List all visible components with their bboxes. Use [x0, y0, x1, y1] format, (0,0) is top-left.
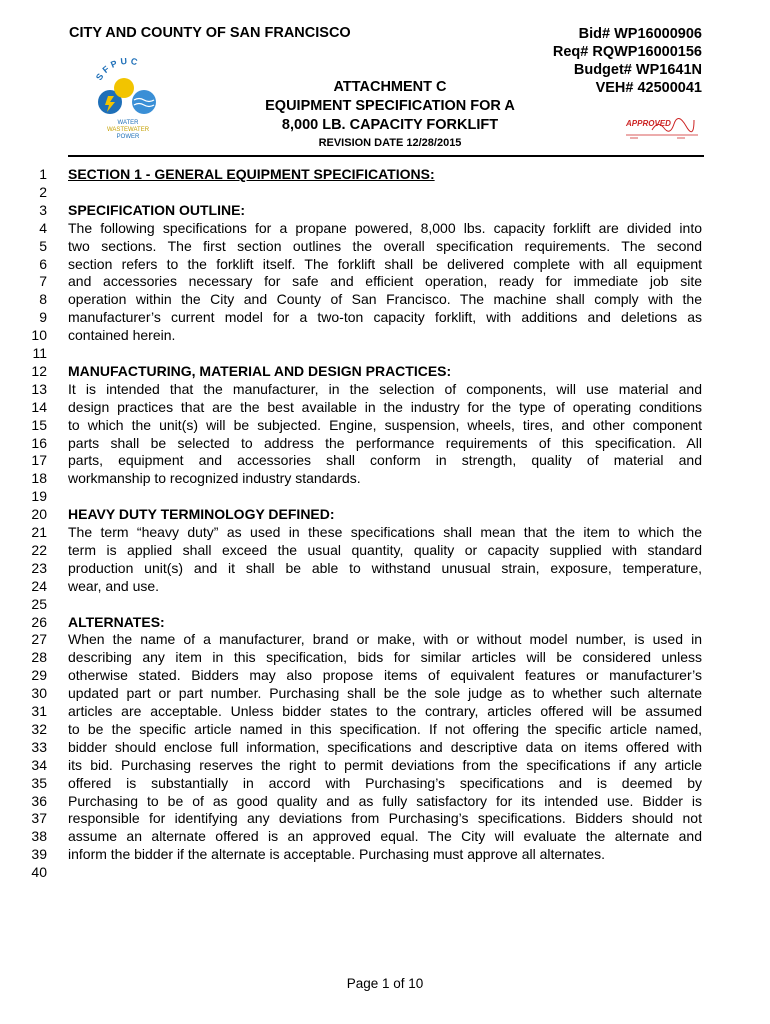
line-number: 8 — [39, 291, 47, 308]
line-text: to which the unit(s) will be subjected. Engine, suspension, wheels, tires, and other component — [68, 416, 702, 433]
body-line — [0, 183, 770, 201]
body-line — [0, 255, 770, 273]
line-text: bidder should enclose full information, specifications and descriptive data on items offered with — [68, 738, 702, 755]
body-line — [0, 272, 770, 290]
line-text: two sections. The first section outlines the overall specification requirements. The second — [68, 237, 702, 254]
line-text: offered is substantially in accord with Purchasing’s specifications and is deemed by — [68, 774, 702, 791]
veh-number: VEH# 42500041 — [595, 80, 702, 96]
line-text: its bid. Purchasing reserves the right to permit deviations from the specifications if any article — [68, 756, 702, 773]
line-number: 14 — [31, 398, 47, 415]
body-line — [0, 523, 770, 541]
line-number: 37 — [31, 810, 47, 827]
line-number: 13 — [31, 380, 47, 397]
body-line — [0, 648, 770, 666]
title-line-1: ATTACHMENT C — [333, 79, 447, 95]
line-text: When the name of a manufacturer, brand or make, with or without model number, is used in — [68, 631, 702, 648]
revision-date: REVISION DATE 12/28/2015 — [318, 137, 462, 149]
line-text: describing any item in this specification, bids for similar articles will be considered unless — [68, 649, 702, 666]
line-number: 18 — [31, 470, 47, 487]
line-number: 19 — [31, 488, 47, 505]
body-line — [0, 165, 770, 183]
line-number: 40 — [31, 864, 47, 881]
req-number: Req# RQWP16000156 — [552, 44, 702, 60]
body-line — [0, 201, 770, 219]
line-number: 30 — [31, 685, 47, 702]
line-number: 10 — [31, 327, 47, 344]
svg-text:SFPUC — [94, 58, 141, 82]
line-text: term is applied shall exceed the usual quantity, quality or capacity supplied with standard — [68, 541, 702, 558]
line-number: 11 — [32, 345, 47, 361]
line-number: 20 — [31, 506, 47, 523]
section-heading: HEAVY DUTY TERMINOLOGY DEFINED: — [68, 506, 335, 523]
line-number: 28 — [31, 649, 47, 666]
line-text: The term “heavy duty” as used in these specifications shall mean that the item to which the — [68, 524, 702, 540]
body-line — [0, 219, 770, 237]
body-line — [0, 845, 770, 863]
line-text: and accessories necessary for safe and efficient operation, ready for immediate job site — [68, 273, 702, 290]
line-text: section refers to the forklift itself. The forklift shall be delivered complete with all equipment — [68, 255, 702, 272]
sfpuc-logo — [86, 58, 170, 142]
body-line — [0, 666, 770, 684]
line-number: 38 — [31, 828, 47, 845]
body-line — [0, 380, 770, 398]
line-number: 17 — [31, 452, 47, 469]
section-heading: ALTERNATES: — [68, 613, 165, 630]
line-number: 34 — [31, 756, 47, 773]
stamp-text: APPROVED — [626, 119, 671, 128]
body-line — [0, 613, 770, 631]
logo-label-water: WATER — [117, 120, 139, 126]
title-line-2: EQUIPMENT SPECIFICATION FOR A — [265, 98, 515, 114]
body-line — [0, 809, 770, 827]
body-line — [0, 792, 770, 810]
body-line — [0, 326, 770, 344]
body-line — [0, 290, 770, 308]
body-line — [0, 756, 770, 774]
header-rule — [68, 155, 704, 157]
body-line — [0, 308, 770, 326]
line-number: 36 — [31, 792, 47, 809]
line-number: 16 — [31, 434, 47, 451]
line-text: production unit(s) and it shall be able to withstand unusual strain, exposure, temperature, — [68, 559, 702, 576]
line-number: 21 — [31, 524, 47, 540]
body-line — [0, 469, 770, 487]
body-line — [0, 398, 770, 416]
body-line — [0, 237, 770, 255]
line-number: 9 — [39, 309, 47, 326]
line-number: 29 — [31, 667, 47, 684]
body-line — [0, 702, 770, 720]
line-number: 27 — [31, 631, 47, 648]
line-number: 35 — [31, 774, 47, 791]
line-text: articles are acceptable. Unless bidder states to the contrary, articles offered will be assumed — [68, 703, 702, 719]
line-number: 39 — [31, 846, 47, 863]
line-number: 32 — [31, 720, 47, 737]
document-title — [240, 78, 540, 151]
section-heading: MANUFACTURING, MATERIAL AND DESIGN PRACTICES: — [68, 362, 452, 379]
line-text: design practices that are the best available in the industry for the type of operating conditions — [68, 398, 702, 415]
body-line — [0, 863, 770, 881]
budget-number: Budget# WP1641N — [573, 62, 702, 78]
title-line-3: 8,000 LB. CAPACITY FORKLIFT — [281, 117, 499, 133]
line-number: 5 — [39, 237, 47, 254]
line-number: 3 — [39, 201, 47, 218]
body-line — [0, 434, 770, 452]
line-number: 4 — [39, 219, 47, 236]
body-line — [0, 630, 770, 648]
section-heading: SPECIFICATION OUTLINE: — [68, 201, 246, 218]
line-text: wear, and use. — [68, 577, 160, 594]
line-number: 26 — [31, 613, 47, 630]
line-text: to be the specific article named in this specification. If not offering the specific article named, — [68, 720, 702, 737]
line-number: 2 — [39, 183, 47, 200]
body-line — [0, 487, 770, 505]
line-text: contained herein. — [68, 327, 176, 344]
body-line — [0, 451, 770, 469]
line-text: operation within the City and County of San Francisco. The machine shall comply with the — [68, 291, 702, 308]
line-number: 33 — [31, 738, 47, 755]
body-line — [0, 577, 770, 595]
line-number: 6 — [39, 255, 47, 272]
line-text: It is intended that the manufacturer, in the selection of components, will use material and — [68, 380, 702, 397]
logo-label-power: POWER — [116, 134, 140, 140]
line-text: assume an alternate offered is an approved equal. The City will evaluate the alternate and — [68, 828, 702, 845]
body-line — [0, 505, 770, 523]
line-text: otherwise stated. Bidders may also propose items of equivalent features or manufacturer’s — [68, 667, 702, 684]
line-text: responsible for identifying any deviations from Purchasing’s specifications. Bidders should not — [68, 810, 702, 827]
line-text: Purchasing to be of as good quality and as fully satisfactory for its intended use. Bidder is — [68, 792, 702, 809]
body-line — [0, 774, 770, 792]
line-number: 23 — [31, 559, 47, 576]
body-line — [0, 344, 770, 362]
line-text: inform the bidder if the alternate is acceptable. Purchasing must approve all alternates. — [68, 846, 605, 863]
line-text: The following specifications for a propane powered, 8,000 lbs. capacity forklift are divided into — [68, 219, 702, 236]
line-number: 31 — [31, 703, 47, 719]
line-text: workmanship to recognized industry standards. — [68, 470, 361, 487]
line-text: manufacturer’s current model for a two-ton capacity forklift, with additions and deletions as — [68, 309, 702, 326]
body-line — [0, 559, 770, 577]
page-footer: Page 1 of 10 — [346, 976, 424, 991]
body-line — [0, 595, 770, 613]
logo-top-text: SFPUC — [93, 58, 142, 83]
body-line — [0, 738, 770, 756]
line-number: 1 — [39, 166, 47, 182]
line-text: parts shall be selected to address the performance requirements of this specification. All — [68, 434, 702, 451]
body-line — [0, 541, 770, 559]
line-text: updated part or part number. Purchasing shall be the sole judge as to whether such alternate — [68, 685, 702, 702]
line-text: parts, equipment and accessories shall conform in strength, quality of material and — [68, 452, 702, 469]
approved-stamp — [622, 116, 702, 144]
line-number: 12 — [31, 362, 47, 379]
line-number: 25 — [31, 595, 47, 612]
organization-name: CITY AND COUNTY OF SAN FRANCISCO — [69, 25, 351, 41]
line-number: 7 — [39, 273, 47, 290]
bid-number: Bid# WP16000906 — [578, 26, 702, 42]
body-line — [0, 684, 770, 702]
body-line — [0, 416, 770, 434]
line-number: 15 — [31, 416, 47, 433]
body-line — [0, 362, 770, 380]
line-number: 24 — [31, 577, 47, 594]
section-heading: SECTION 1 - GENERAL EQUIPMENT SPECIFICATIONS: — [68, 166, 435, 182]
body-line — [0, 720, 770, 738]
line-number: 22 — [31, 541, 47, 558]
logo-label-wastewater: WASTEWATER — [106, 127, 150, 133]
body-line — [0, 827, 770, 845]
